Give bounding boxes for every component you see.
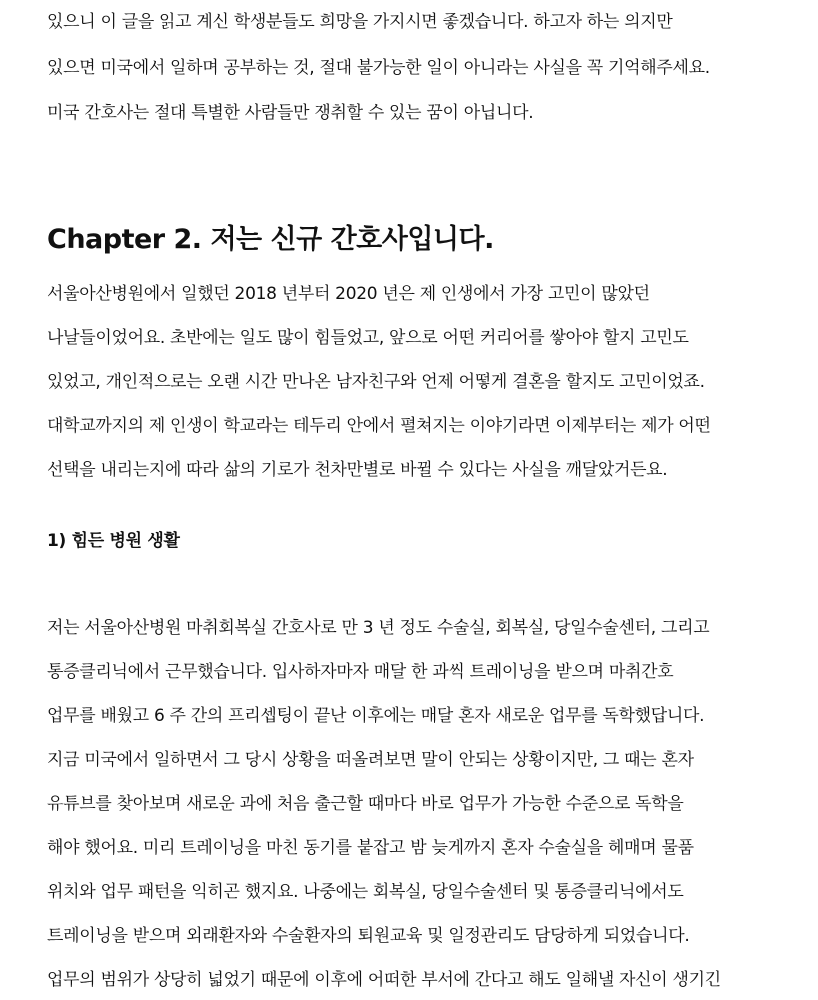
section-line-2: 통증클리닉에서 근무했습니다. 입사하자마자 매달 한 과씩 트레이닝을 받으며 마취간호 bbox=[47, 662, 674, 682]
section-heading: 1) 힘든 병원 생활 bbox=[47, 531, 180, 551]
chapter-intro-line-2: 나날들이었어요. 초반에는 일도 많이 힘들었고, 앞으로 어떤 커리어를 쌓아야 할지 고민도 bbox=[47, 328, 689, 348]
section-line-5: 유튜브를 찾아보며 새로운 과에 처음 출근할 때마다 바로 업무가 가능한 수준으로 독학을 bbox=[47, 794, 684, 814]
section-line-7: 위치와 업무 패턴을 익히곤 했지요. 나중에는 회복실, 당일수술센터 및 통증클리닉에서도 bbox=[47, 882, 684, 902]
intro-line-3: 미국 간호사는 절대 특별한 사람들만 쟁취할 수 있는 꿈이 아닙니다. bbox=[47, 103, 534, 123]
chapter-intro-line-5: 선택을 내리는지에 따라 삶의 기로가 천차만별로 바뀔 수 있다는 사실을 깨달았거든요. bbox=[47, 460, 668, 480]
section-line-1: 저는 서울아산병원 마취회복실 간호사로 만 3 년 정도 수술실, 회복실, 당일수술센터, 그리고 bbox=[47, 618, 710, 638]
section-line-6: 해야 했어요. 미리 트레이닝을 마친 동기를 붙잡고 밤 늦게까지 혼자 수술실을 헤매며 물품 bbox=[47, 838, 694, 858]
section-line-3: 업무를 배웠고 6 주 간의 프리셉팅이 끝난 이후에는 매달 혼자 새로운 업무를 독학했답니다. bbox=[47, 706, 705, 726]
section-line-4: 지금 미국에서 일하면서 그 당시 상황을 떠올려보면 말이 안되는 상황이지만, 그 때는 혼자 bbox=[47, 750, 694, 770]
intro-line-2: 있으면 미국에서 일하며 공부하는 것, 절대 불가능한 일이 아니라는 사실을 꼭 기억해주세요. bbox=[47, 58, 710, 78]
section-line-8: 트레이닝을 받으며 외래환자와 수술환자의 퇴원교육 및 일정관리도 담당하게 되었습니다. bbox=[47, 926, 690, 946]
chapter-intro-line-4: 대학교까지의 제 인생이 학교라는 테두리 안에서 펼쳐지는 이야기라면 이제부터는 제가 어떤 bbox=[47, 416, 711, 436]
chapter-intro-line-1: 서울아산병원에서 일했던 2018 년부터 2020 년은 제 인생에서 가장 고민이 많았던 bbox=[47, 284, 650, 304]
section-line-9: 업무의 범위가 상당히 넓었기 때문에 이후에 어떠한 부서에 간다고 해도 일해낼 자신이 생기긴 bbox=[47, 970, 721, 990]
chapter-intro-line-3: 있었고, 개인적으로는 오랜 시간 만나온 남자친구와 언제 어떻게 결혼을 할지도 고민이었죠. bbox=[47, 372, 705, 392]
chapter-title: Chapter 2. 저는 신규 간호사입니다. bbox=[47, 224, 494, 255]
intro-line-1: 있으니 이 글을 읽고 계신 학생분들도 희망을 가지시면 좋겠습니다. 하고자 하는 의지만 bbox=[47, 12, 673, 32]
